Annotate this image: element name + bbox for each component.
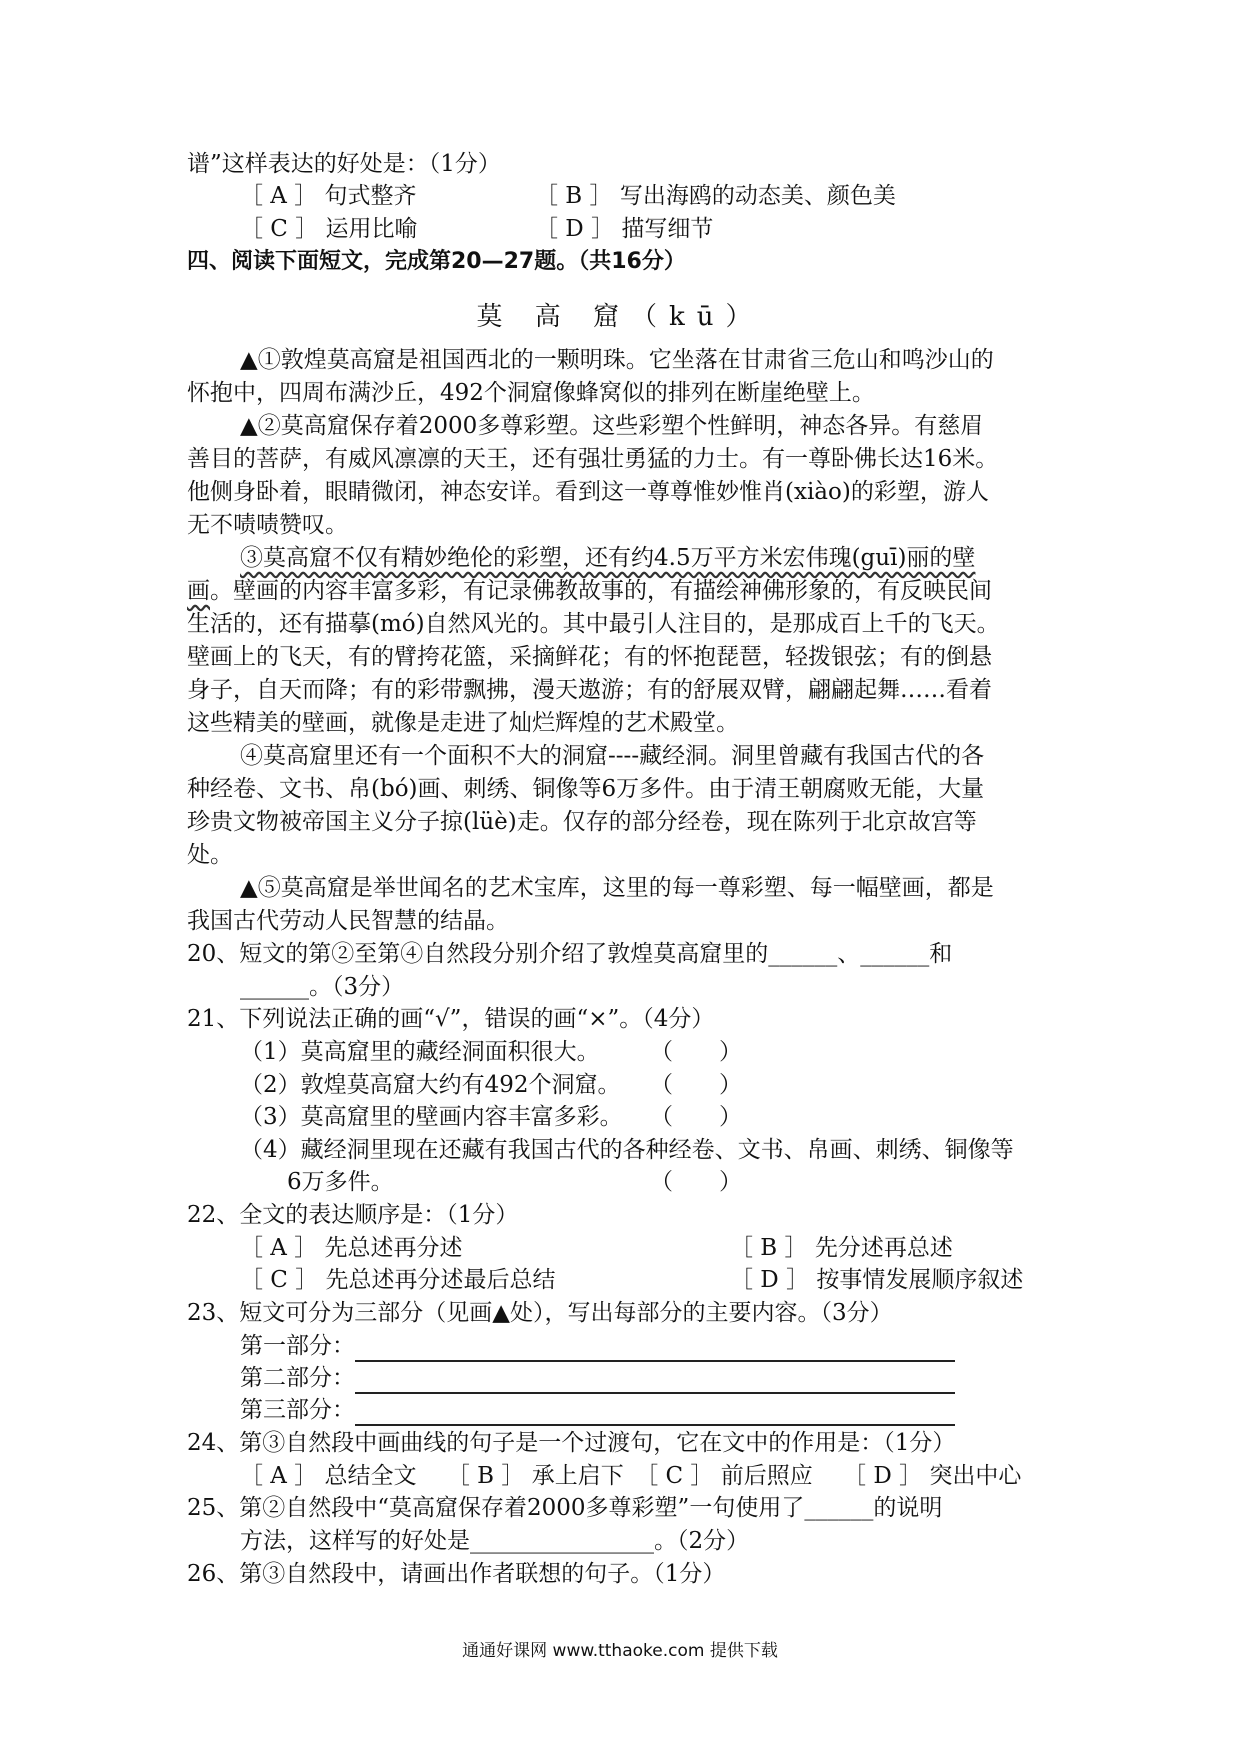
section-heading: 四、阅读下面短文，完成第20—27题。（共16分） [187, 249, 686, 274]
passage-p3-line1-transition: ③莫高窟不仅有精妙绝伦的彩塑，还有约4.5万平方米宏伟瑰(guī)丽的壁 [240, 545, 976, 571]
q22-option-a: ［ A ］ 先总述再分述 [240, 1235, 463, 1261]
passage-p3-line4: 壁画上的飞天，有的臂挎花篮，采摘鲜花；有的怀抱琵琶，轻拨银弦；有的倒悬 [187, 644, 992, 670]
q25-line2: 方法，这样写的好处是________________。（2分） [240, 1528, 750, 1554]
q23-part1-answer-line[interactable] [355, 1338, 955, 1362]
passage-p3-line3: 生活的，还有描摹(mó)自然风光的。其中最引人注目的，是那成百上千的飞天。 [187, 611, 1000, 637]
q21-item1-paren: （ ） [650, 1039, 742, 1065]
q19-option-c: ［ C ］ 运用比喻 [240, 216, 418, 242]
passage-p2-line2: 善目的菩萨，有威风凛凛的天王，还有强壮勇猛的力士。有一尊卧佛长达16米。 [187, 446, 999, 472]
q24-line1: 24、第③自然段中画曲线的句子是一个过渡句，它在文中的作用是：（1分） [187, 1430, 956, 1456]
q22-line1: 22、全文的表达顺序是：（1分） [187, 1202, 519, 1228]
q23-part3-label: 第三部分： [240, 1397, 355, 1423]
q23-line1: 23、短文可分为三部分（见画▲处），写出每部分的主要内容。（3分） [187, 1300, 893, 1326]
q24-options: ［ A ］ 总结全文 ［ B ］ 承上启下 ［ C ］ 前后照应 ［ D ］ 突出中心 [240, 1463, 1022, 1489]
q21-item4-line1: （4）藏经洞里现在还藏有我国古代的各种经卷、文书、帛画、刺绣、铜像等 [240, 1137, 1014, 1163]
q21-item3: （3）莫高窟里的壁画内容丰富多彩。 [240, 1104, 623, 1130]
q23-part2-answer-line[interactable] [355, 1370, 955, 1394]
q21-item3-paren: （ ） [650, 1104, 742, 1130]
passage-p1-line2: 怀抱中，四周布满沙丘，492个洞窟像蜂窝似的排列在断崖绝壁上。 [187, 380, 875, 406]
q25-line1: 25、第②自然段中“莫高窟保存着2000多尊彩塑”一句使用了______的说明 [187, 1495, 943, 1521]
passage-p3-line2-transition: 画 [187, 578, 210, 604]
q22-option-d: ［ D ］ 按事情发展顺序叙述 [730, 1267, 1024, 1293]
passage-p4-line1: ④莫高窟里还有一个面积不大的洞窟----藏经洞。洞里曾藏有我国古代的各 [240, 743, 985, 769]
q20-line1: 20、短文的第②至第④自然段分别介绍了敦煌莫高窟里的______、______和 [187, 941, 953, 967]
q19-option-b: ［ B ］ 写出海鸥的动态美、颜色美 [535, 183, 896, 209]
q21-item4-line2: 6万多件。 [287, 1169, 394, 1195]
q23-part1 [240, 1330, 955, 1362]
q21-item4-paren: （ ） [650, 1169, 742, 1195]
passage-p2-line4: 无不啧啧赞叹。 [187, 512, 348, 538]
passage-p4-line4: 处。 [187, 842, 233, 868]
passage-p1-line1: ▲①敦煌莫高窟是祖国西北的一颗明珠。它坐落在甘肃省三危山和鸣沙山的 [240, 347, 994, 373]
q20-line2: ______。（3分） [240, 974, 405, 1000]
q19-option-a: ［ A ］ 句式整齐 [240, 183, 417, 209]
q23-part3 [240, 1394, 955, 1426]
q21-item2-paren: （ ） [650, 1072, 742, 1098]
passage-p3-line2-rest: 。壁画的内容丰富多彩，有记录佛教故事的，有描绘神佛形象的，有反映民间 [210, 578, 992, 604]
q19-tail: 谱”这样表达的好处是：（1分） [187, 151, 501, 177]
q22-option-c: ［ C ］ 先总述再分述最后总结 [240, 1267, 556, 1293]
q21-item2: （2）敦煌莫高窟大约有492个洞窟。 [240, 1072, 621, 1098]
page-footer: 通通好课网 www.tthaoke.com 提供下载 [462, 1641, 778, 1661]
passage-p5-line2: 我国古代劳动人民智慧的结晶。 [187, 908, 509, 934]
q19-option-d: ［ D ］ 描写细节 [535, 216, 714, 242]
passage-p3-line2 [187, 575, 992, 607]
passage-p3-line6: 这些精美的壁画，就像是走进了灿烂辉煌的艺术殿堂。 [187, 710, 739, 736]
q23-part3-answer-line[interactable] [355, 1402, 955, 1426]
passage-p2-line3: 他侧身卧着，眼睛微闭，神态安详。看到这一尊尊惟妙惟肖(xiào)的彩塑，游人 [187, 479, 989, 505]
q22-option-b: ［ B ］ 先分述再总述 [730, 1235, 953, 1261]
q23-part2 [240, 1362, 955, 1394]
passage-p3-line5: 身子，自天而降；有的彩带飘拂，漫天遨游；有的舒展双臂，翩翩起舞……看着 [187, 677, 992, 703]
passage-title: 莫 高 窟（kū） [476, 302, 764, 332]
q23-part1-label: 第一部分： [240, 1333, 355, 1359]
passage-p2-line1: ▲②莫高窟保存着2000多尊彩塑。这些彩塑个性鲜明，神态各异。有慈眉 [240, 413, 984, 439]
passage-p5-line1: ▲⑤莫高窟是举世闻名的艺术宝库，这里的每一尊彩塑、每一幅壁画，都是 [240, 875, 994, 901]
q21-line1: 21、下列说法正确的画“√”，错误的画“×”。（4分） [187, 1006, 715, 1032]
passage-p4-line3: 珍贵文物被帝国主义分子掠(lüè)走。仅存的部分经卷，现在陈列于北京故宫等 [187, 809, 977, 835]
passage-p4-line2: 种经卷、文书、帛(bó)画、刺绣、铜像等6万多件。由于清王朝腐败无能，大量 [187, 776, 985, 802]
q26-line1: 26、第③自然段中，请画出作者联想的句子。（1分） [187, 1561, 726, 1587]
q21-item1: （1）莫高窟里的藏经洞面积很大。 [240, 1039, 600, 1065]
q23-part2-label: 第二部分： [240, 1365, 355, 1391]
